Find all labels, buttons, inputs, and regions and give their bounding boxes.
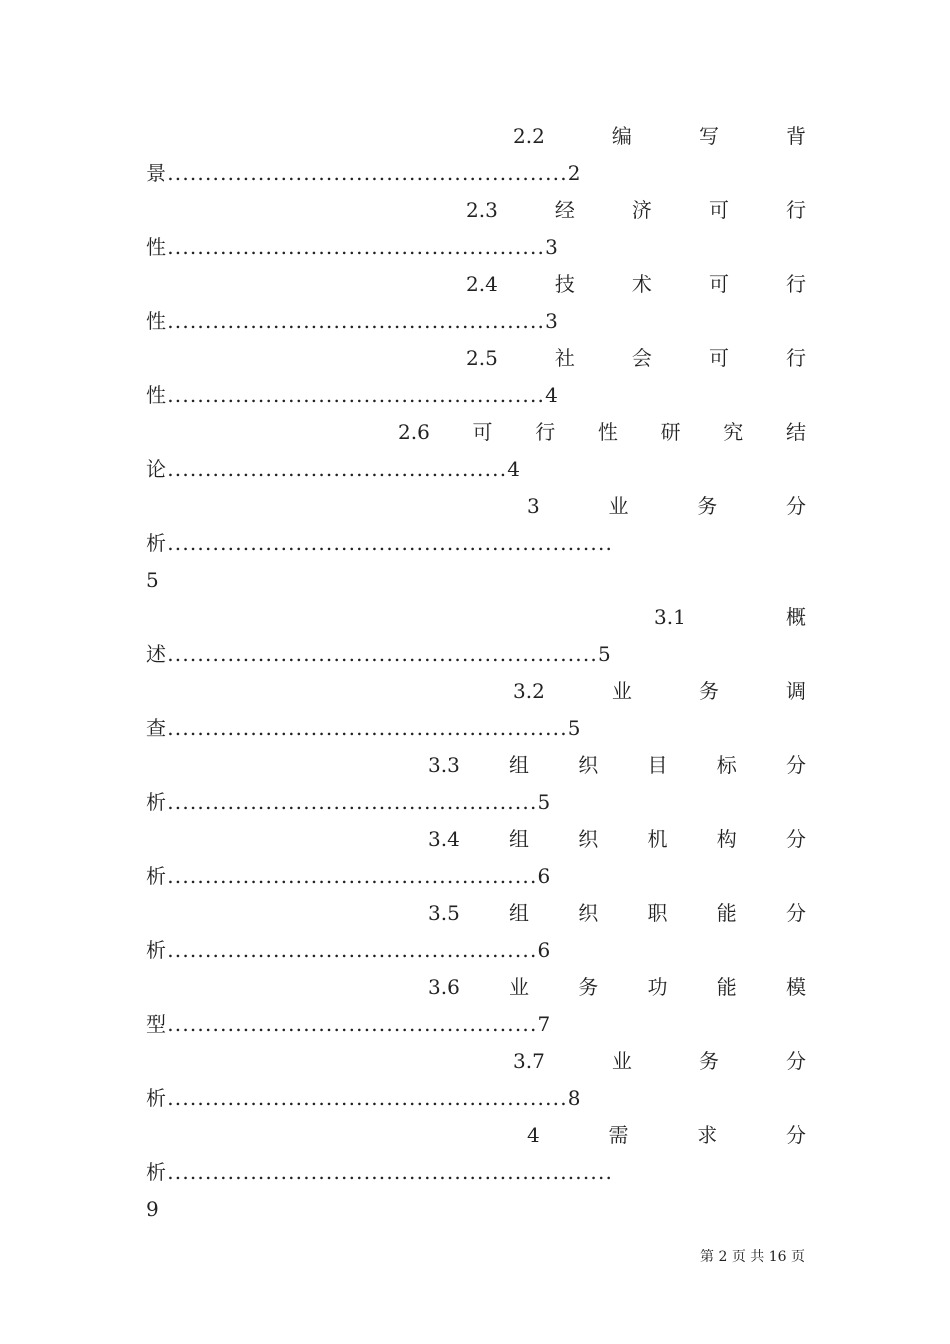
toc-title-char: 分 — [785, 1123, 806, 1147]
toc-title-tail: 析 — [146, 1160, 168, 1184]
toc-title-char: 写 — [698, 124, 719, 148]
toc-entry-heading — [428, 969, 806, 1006]
toc-title-char: 可 — [708, 198, 729, 222]
toc-title-char: 研 — [660, 420, 681, 444]
toc-page-number: 2 — [567, 161, 582, 185]
toc-title-char: 务 — [578, 975, 599, 999]
toc-title-char: 术 — [631, 272, 652, 296]
toc-page-number: 3 — [545, 309, 560, 333]
toc-title-char: 分 — [785, 901, 806, 925]
toc-title-char: 模 — [785, 975, 806, 999]
toc-entry-leader-line — [146, 858, 806, 895]
toc-title-char: 性 — [597, 420, 618, 444]
toc-title-char: 编 — [611, 124, 632, 148]
toc-entry — [146, 1117, 806, 1228]
toc-dot-leader: ................................................. — [167, 790, 538, 814]
toc-entry-leader-line — [146, 932, 806, 969]
toc-entry-leader-line — [146, 784, 806, 821]
toc-section-number: 3.2 — [513, 679, 545, 703]
toc-title-char: 会 — [631, 346, 652, 370]
toc-title-char: 分 — [786, 1049, 806, 1073]
toc-dot-leader: ........................................................... — [167, 1160, 614, 1184]
toc-title-char: 职 — [647, 901, 668, 925]
toc-entry-heading — [513, 1043, 806, 1080]
toc-title-tail: 性 — [146, 235, 168, 259]
toc-dot-leader: ........................................................... — [167, 531, 614, 555]
toc-dot-leader: ......................................................... — [167, 642, 598, 666]
toc-title-char: 业 — [608, 494, 629, 518]
toc-title-char: 行 — [786, 198, 806, 222]
toc-entry — [146, 414, 806, 488]
toc-title-tail: 析 — [146, 938, 168, 962]
toc-entry-heading — [466, 192, 806, 229]
toc-section-number: 3.5 — [428, 901, 460, 925]
toc-entry-heading — [527, 488, 806, 525]
toc-dot-leader: .................................................. — [167, 309, 546, 333]
toc-page-number: 5 — [146, 568, 160, 592]
toc-section-number: 3 — [527, 494, 540, 518]
toc-title-tail: 析 — [146, 531, 168, 555]
toc-title-char: 行 — [535, 420, 556, 444]
toc-title-char: 织 — [578, 901, 599, 925]
toc-page-number: 6 — [537, 864, 552, 888]
toc-page-number: 4 — [545, 383, 560, 407]
toc-title-char: 分 — [785, 827, 806, 851]
toc-title-tail: 性 — [146, 309, 168, 333]
toc-title-char: 可 — [708, 346, 729, 370]
toc-entry — [146, 895, 806, 969]
toc-page-number: 3 — [545, 235, 560, 259]
toc-page-number: 5 — [597, 642, 612, 666]
toc-dot-leader: ................................................. — [167, 938, 538, 962]
toc-page-number: 7 — [537, 1012, 552, 1036]
toc-title-char: 标 — [716, 753, 737, 777]
toc-title-char: 经 — [554, 198, 575, 222]
toc-title-tail: 论 — [146, 457, 168, 481]
toc-section-number: 4 — [527, 1123, 540, 1147]
toc-entry-leader-line — [146, 1154, 806, 1228]
toc-section-number: 3.3 — [428, 753, 460, 777]
toc-entry-leader-line — [146, 155, 806, 192]
toc-entry-leader-line — [146, 303, 806, 340]
toc-page-number: 4 — [507, 457, 522, 481]
toc-title-char: 结 — [785, 420, 806, 444]
toc-entry-heading — [466, 266, 806, 303]
toc-page-number: 9 — [146, 1197, 160, 1221]
toc-title-char: 功 — [647, 975, 668, 999]
toc-title-char: 技 — [554, 272, 575, 296]
toc-entry-leader-line — [146, 1006, 806, 1043]
toc-title-char: 机 — [647, 827, 668, 851]
toc-title-tail: 述 — [146, 642, 168, 666]
toc-dot-leader: ............................................. — [167, 457, 508, 481]
toc-entry-leader-line — [146, 710, 806, 747]
toc-dot-leader: ................................................. — [167, 1012, 538, 1036]
toc-entry — [146, 969, 806, 1043]
toc-section-number: 2.3 — [466, 198, 498, 222]
toc-section-number: 2.4 — [466, 272, 498, 296]
toc-entry — [146, 340, 806, 414]
toc-title-char: 业 — [509, 975, 530, 999]
toc-entry — [146, 488, 806, 599]
page-footer: 第 2 页 共 16 页 — [700, 1249, 805, 1265]
toc-title-char: 济 — [631, 198, 652, 222]
toc-entry-heading — [654, 599, 806, 636]
toc-title-char: 究 — [723, 420, 744, 444]
toc-title-char: 织 — [578, 827, 599, 851]
toc-entry-heading — [513, 673, 806, 710]
toc-title-char: 概 — [786, 605, 806, 629]
toc-title-char: 调 — [786, 679, 806, 703]
toc-page-number: 6 — [537, 938, 552, 962]
toc-entry-leader-line — [146, 636, 806, 673]
toc-title-char: 织 — [578, 753, 599, 777]
toc-section-number: 3.4 — [428, 827, 460, 851]
toc-page-number: 5 — [537, 790, 552, 814]
toc-dot-leader: ................................................. — [167, 864, 538, 888]
toc-entry — [146, 599, 806, 673]
toc-title-tail: 查 — [146, 716, 168, 740]
toc-title-char: 背 — [786, 124, 806, 148]
toc-title-tail: 性 — [146, 383, 168, 407]
table-of-contents — [146, 118, 806, 1228]
toc-entry-heading — [428, 895, 806, 932]
toc-title-char: 可 — [472, 420, 493, 444]
toc-entry-heading — [527, 1117, 806, 1154]
toc-title-tail: 析 — [146, 790, 168, 814]
toc-title-char: 社 — [554, 346, 575, 370]
toc-entry-leader-line — [146, 1080, 806, 1117]
toc-section-number: 2.2 — [513, 124, 545, 148]
toc-dot-leader: .................................................. — [167, 383, 546, 407]
toc-title-char: 求 — [697, 1123, 718, 1147]
toc-title-char: 能 — [716, 901, 737, 925]
toc-entry — [146, 747, 806, 821]
toc-title-char: 组 — [509, 753, 530, 777]
toc-title-char: 能 — [716, 975, 737, 999]
toc-title-tail: 析 — [146, 864, 168, 888]
toc-title-char: 业 — [611, 1049, 632, 1073]
toc-entry — [146, 266, 806, 340]
toc-title-char: 务 — [697, 494, 718, 518]
toc-entry-heading — [428, 747, 806, 784]
toc-dot-leader: ..................................................... — [167, 1086, 568, 1110]
toc-title-char: 行 — [786, 346, 806, 370]
toc-entry-leader-line — [146, 451, 806, 488]
toc-page-number: 5 — [567, 716, 582, 740]
toc-dot-leader: .................................................. — [167, 235, 546, 259]
toc-title-char: 分 — [785, 753, 806, 777]
toc-entry-heading — [428, 821, 806, 858]
toc-section-number: 3.1 — [654, 605, 686, 629]
toc-title-char: 组 — [509, 827, 530, 851]
toc-dot-leader: ..................................................... — [167, 161, 568, 185]
toc-title-tail: 景 — [146, 161, 168, 185]
toc-section-number: 2.5 — [466, 346, 498, 370]
toc-title-char: 业 — [611, 679, 632, 703]
toc-title-char: 目 — [647, 753, 668, 777]
toc-title-char: 务 — [698, 1049, 719, 1073]
toc-title-tail: 型 — [146, 1012, 168, 1036]
toc-entry-leader-line — [146, 229, 806, 266]
toc-entry — [146, 118, 806, 192]
toc-entry-heading — [398, 414, 806, 451]
toc-dot-leader: ..................................................... — [167, 716, 568, 740]
toc-entry-heading — [513, 118, 806, 155]
toc-entry — [146, 192, 806, 266]
toc-title-char: 务 — [698, 679, 719, 703]
toc-title-char: 需 — [608, 1123, 629, 1147]
toc-entry-leader-line — [146, 525, 806, 599]
toc-section-number: 3.6 — [428, 975, 460, 999]
toc-title-char: 构 — [716, 827, 737, 851]
toc-entry-leader-line — [146, 377, 806, 414]
toc-page-number: 8 — [567, 1086, 582, 1110]
toc-section-number: 3.7 — [513, 1049, 545, 1073]
toc-title-char: 可 — [708, 272, 729, 296]
toc-entry-heading — [466, 340, 806, 377]
toc-title-char: 组 — [509, 901, 530, 925]
toc-title-tail: 析 — [146, 1086, 168, 1110]
toc-title-char: 分 — [785, 494, 806, 518]
toc-entry — [146, 821, 806, 895]
toc-entry — [146, 1043, 806, 1117]
toc-title-char: 行 — [786, 272, 806, 296]
toc-entry — [146, 673, 806, 747]
toc-section-number: 2.6 — [398, 420, 430, 444]
